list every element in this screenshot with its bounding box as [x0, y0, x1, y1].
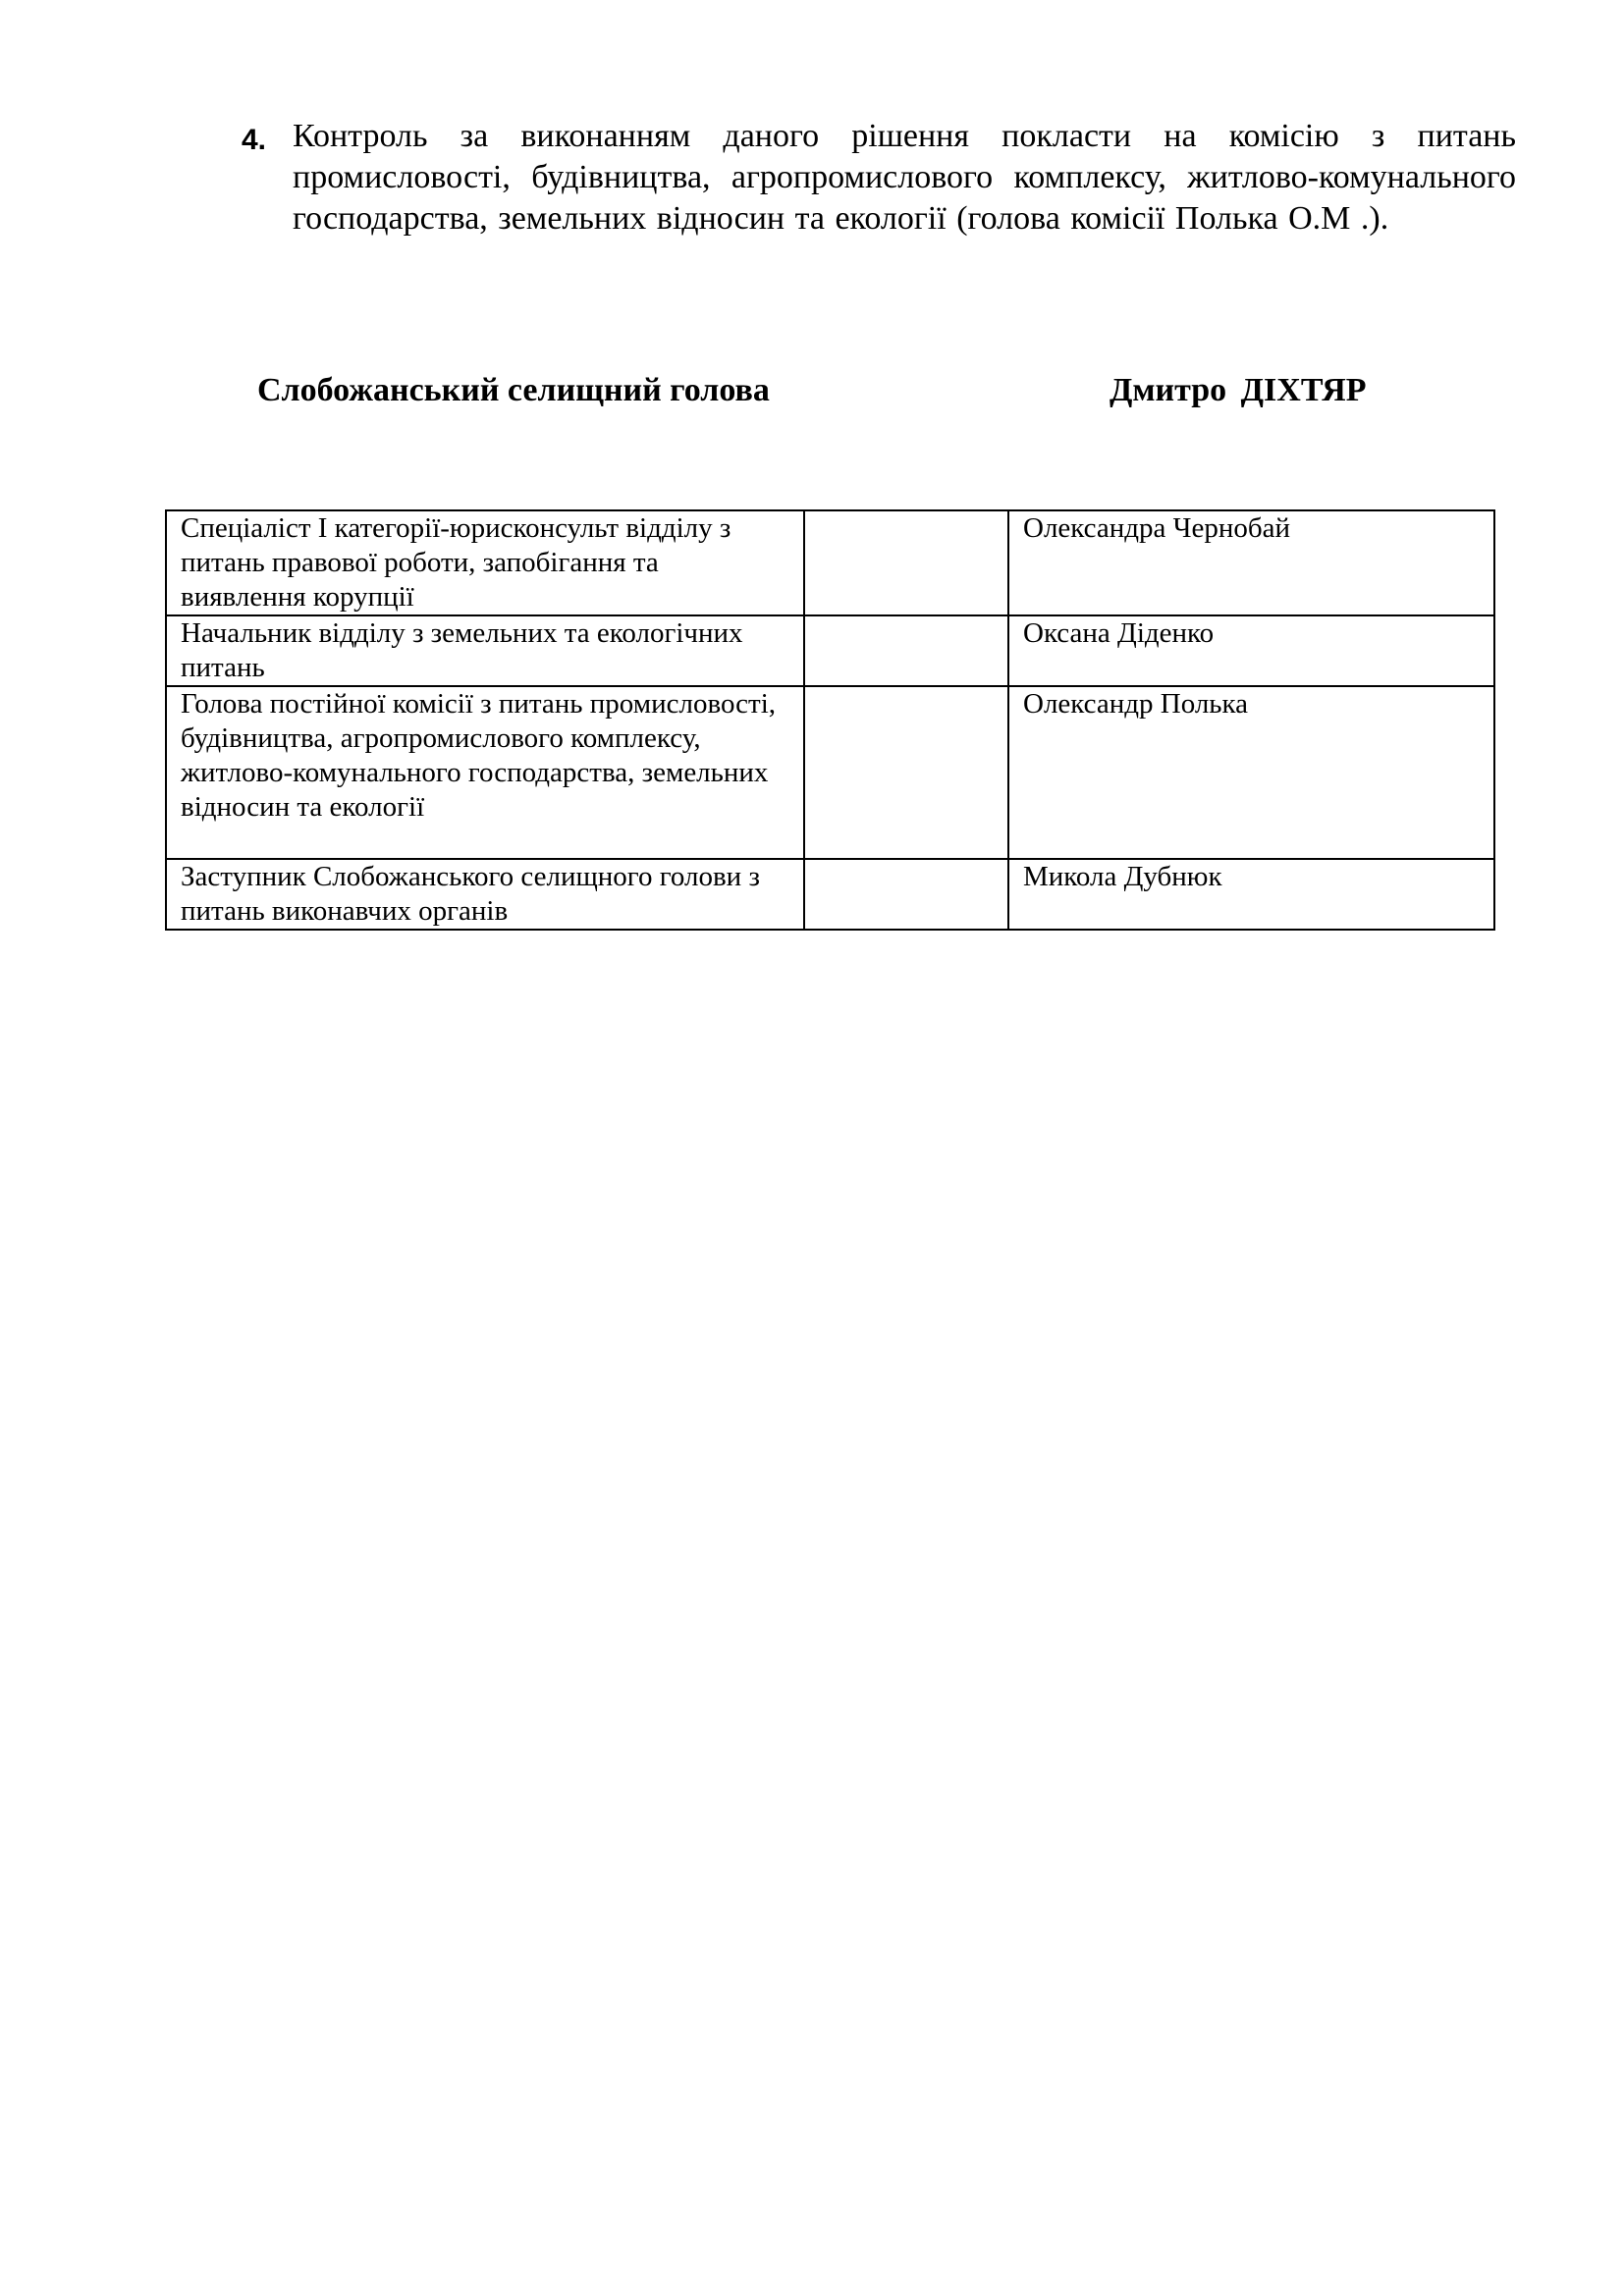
clause-text: Контроль за виконанням даного рішення покласти на комісію з питань промисловості, будівництва, агропромислового комплексу, житлово-комунального господарства, земельних відносин та екології (голова комісії Полька О.М .). [293, 118, 1516, 237]
table-row [166, 510, 1494, 615]
approver-position: Заступник Слобожанського селищного голови з питань виконавчих органів [166, 859, 804, 930]
table-row [166, 859, 1494, 930]
approver-position: Начальник відділу з земельних та екологічних питань [166, 615, 804, 686]
approval-table [165, 509, 1495, 931]
approver-position: Спеціаліст І категорії-юрисконсульт відділу з питань правової роботи, запобігання та виявлення корупції [166, 510, 804, 615]
approver-signature-cell [804, 510, 1008, 615]
signatory-name: Дмитро ДІХТЯР [1110, 372, 1367, 408]
clause-number: 4. [242, 124, 267, 156]
approver-name: Олександр Полька [1008, 686, 1494, 859]
approver-signature-cell [804, 686, 1008, 859]
table-row [166, 686, 1494, 859]
approver-signature-cell [804, 859, 1008, 930]
approver-position: Голова постійної комісії з питань промисловості, будівництва, агропромислового комплексу, житлово-комунального господарства, земельних відносин та екології [166, 686, 804, 859]
table-row [166, 615, 1494, 686]
approver-name: Олександра Чернобай [1008, 510, 1494, 615]
approver-name: Микола Дубнюк [1008, 859, 1494, 930]
signatory-title: Слобожанський селищний голова [257, 372, 770, 408]
approver-signature-cell [804, 615, 1008, 686]
approver-name: Оксана Діденко [1008, 615, 1494, 686]
